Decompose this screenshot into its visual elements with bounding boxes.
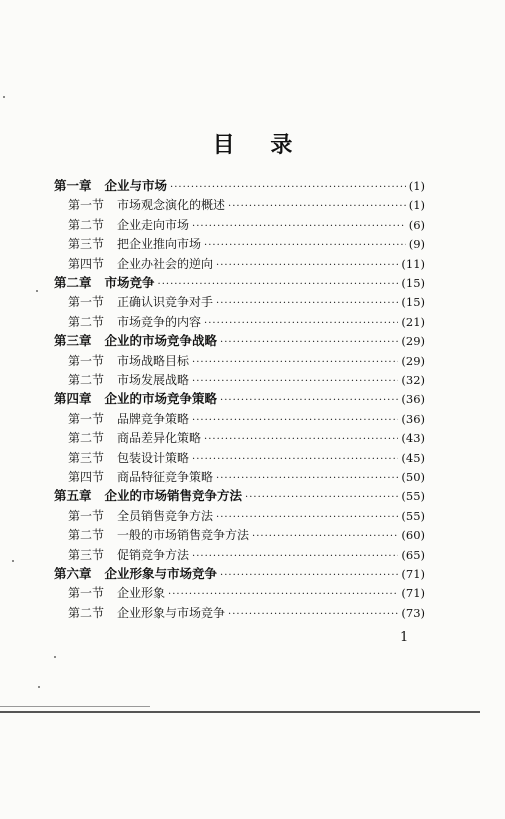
entry-title: 企业的市场竞争战略: [104, 333, 218, 349]
scan-divider: [0, 711, 480, 713]
toc-section-entry: [68, 254, 425, 274]
toc-section-entry: [68, 312, 425, 332]
entry-page: (71): [401, 567, 425, 581]
toc-section-entry: [68, 370, 425, 390]
toc-section-entry: [68, 195, 425, 215]
entry-number: 第二章: [54, 275, 92, 290]
entry-page: (71): [401, 586, 425, 601]
entry-page: (11): [401, 256, 425, 271]
entry-page: (6): [408, 217, 425, 232]
entry-number: 第四节: [68, 256, 105, 271]
entry-page: (1): [408, 179, 425, 193]
entry-number: 第五章: [54, 488, 92, 504]
entry-page: (60): [401, 528, 425, 543]
toc-section-entry: [68, 409, 425, 429]
toc-chapter-entry: [54, 273, 425, 293]
entry-title: 企业形象与市场竞争: [117, 605, 226, 620]
entry-title: 企业形象与市场竞争: [104, 566, 218, 581]
entry-number: 第四章: [54, 391, 92, 407]
entry-number: 第一节: [68, 411, 105, 426]
entry-page: (55): [401, 489, 425, 504]
entry-page: (45): [401, 450, 425, 465]
entry-title: 企业办社会的逆向: [117, 256, 214, 271]
toc-section-entry: [68, 545, 425, 565]
toc-section-entry: [68, 292, 425, 312]
entry-title: 企业的市场销售竞争方法: [104, 488, 243, 504]
entry-page: (65): [401, 547, 425, 562]
toc-section-entry: [68, 448, 425, 468]
toc-section-entry: [68, 583, 425, 603]
entry-title: 企业的市场竞争策略: [104, 391, 218, 407]
entry-number: 第一节: [68, 198, 105, 213]
page-title: 目 录: [212, 132, 307, 158]
entry-page: (21): [401, 314, 425, 329]
toc-chapter-entry: [54, 176, 425, 196]
entry-title: 市场观念演化的概述: [117, 198, 226, 213]
entry-number: 第二节: [68, 373, 105, 387]
scan-speck: [38, 686, 40, 688]
entry-number: 第三节: [68, 547, 105, 562]
entry-title: 全员销售竞争方法: [117, 508, 214, 523]
toc-section-entry: [68, 525, 425, 545]
toc-section-entry: [68, 603, 425, 623]
entry-page: (29): [401, 353, 425, 368]
entry-title: 企业走向市场: [117, 217, 190, 232]
entry-title: 品牌竞争策略: [117, 411, 190, 426]
entry-title: 正确认识竞争对手: [117, 295, 214, 310]
entry-number: 第三节: [68, 237, 105, 252]
entry-title: 商品特征竞争策略: [117, 470, 214, 484]
toc-section-entry: [68, 506, 425, 526]
entry-title: 把企业推向市场: [117, 237, 202, 252]
entry-number: 第二节: [68, 314, 105, 329]
entry-number: 第一章: [54, 178, 92, 193]
entry-title: 市场战略目标: [117, 353, 190, 368]
entry-page: (36): [401, 392, 425, 407]
entry-title: 商品差异化策略: [117, 431, 202, 446]
entry-title: 市场竞争的内容: [117, 314, 202, 329]
scan-divider-short: [0, 706, 150, 707]
page-number: 1: [400, 630, 409, 645]
toc-section-entry: [68, 215, 425, 235]
entry-number: 第二节: [68, 605, 105, 620]
scan-speck: [54, 656, 56, 658]
entry-number: 第四节: [68, 470, 105, 484]
entry-page: (50): [401, 470, 425, 484]
entry-number: 第一节: [68, 353, 105, 368]
entry-title: 市场竞争: [104, 275, 155, 290]
toc-section-entry: [68, 351, 425, 371]
toc-chapter-entry: [54, 486, 425, 506]
entry-number: 第一节: [68, 586, 105, 601]
entry-title: 包装设计策略: [117, 450, 190, 465]
entry-number: 第二节: [68, 431, 105, 446]
entry-page: (29): [401, 334, 425, 349]
toc-section-entry: [68, 234, 425, 254]
entry-title: 促销竞争方法: [117, 547, 190, 562]
entry-number: 第三章: [54, 333, 92, 349]
entry-number: 第一节: [68, 295, 105, 310]
entry-number: 第二节: [68, 217, 105, 232]
dot-leader: [228, 605, 398, 625]
toc-section-entry: [68, 428, 425, 448]
entry-page: (15): [401, 276, 425, 290]
entry-number: 第三节: [68, 450, 105, 465]
entry-number: 第六章: [54, 566, 92, 581]
entry-number: 第二节: [68, 528, 105, 543]
entry-page: (9): [408, 237, 425, 252]
toc-chapter-entry: [54, 331, 425, 351]
entry-number: 第一节: [68, 508, 105, 523]
entry-page: (36): [401, 411, 425, 426]
entry-title: 一般的市场销售竞争方法: [117, 528, 250, 543]
entry-title: 企业与市场: [104, 178, 168, 193]
scan-speck: [36, 290, 38, 292]
toc-chapter-entry: [54, 564, 425, 584]
scan-speck: [3, 96, 5, 98]
toc-section-entry: [68, 467, 425, 487]
entry-title: 企业形象: [117, 586, 166, 601]
entry-page: (15): [401, 295, 425, 310]
scan-speck: [12, 560, 14, 562]
entry-page: (73): [401, 605, 425, 620]
entry-page: (1): [408, 198, 425, 213]
entry-page: (32): [401, 373, 425, 387]
entry-page: (43): [401, 431, 425, 446]
entry-page: (55): [401, 508, 425, 523]
entry-title: 市场发展战略: [117, 373, 190, 387]
toc-chapter-entry: [54, 389, 425, 409]
